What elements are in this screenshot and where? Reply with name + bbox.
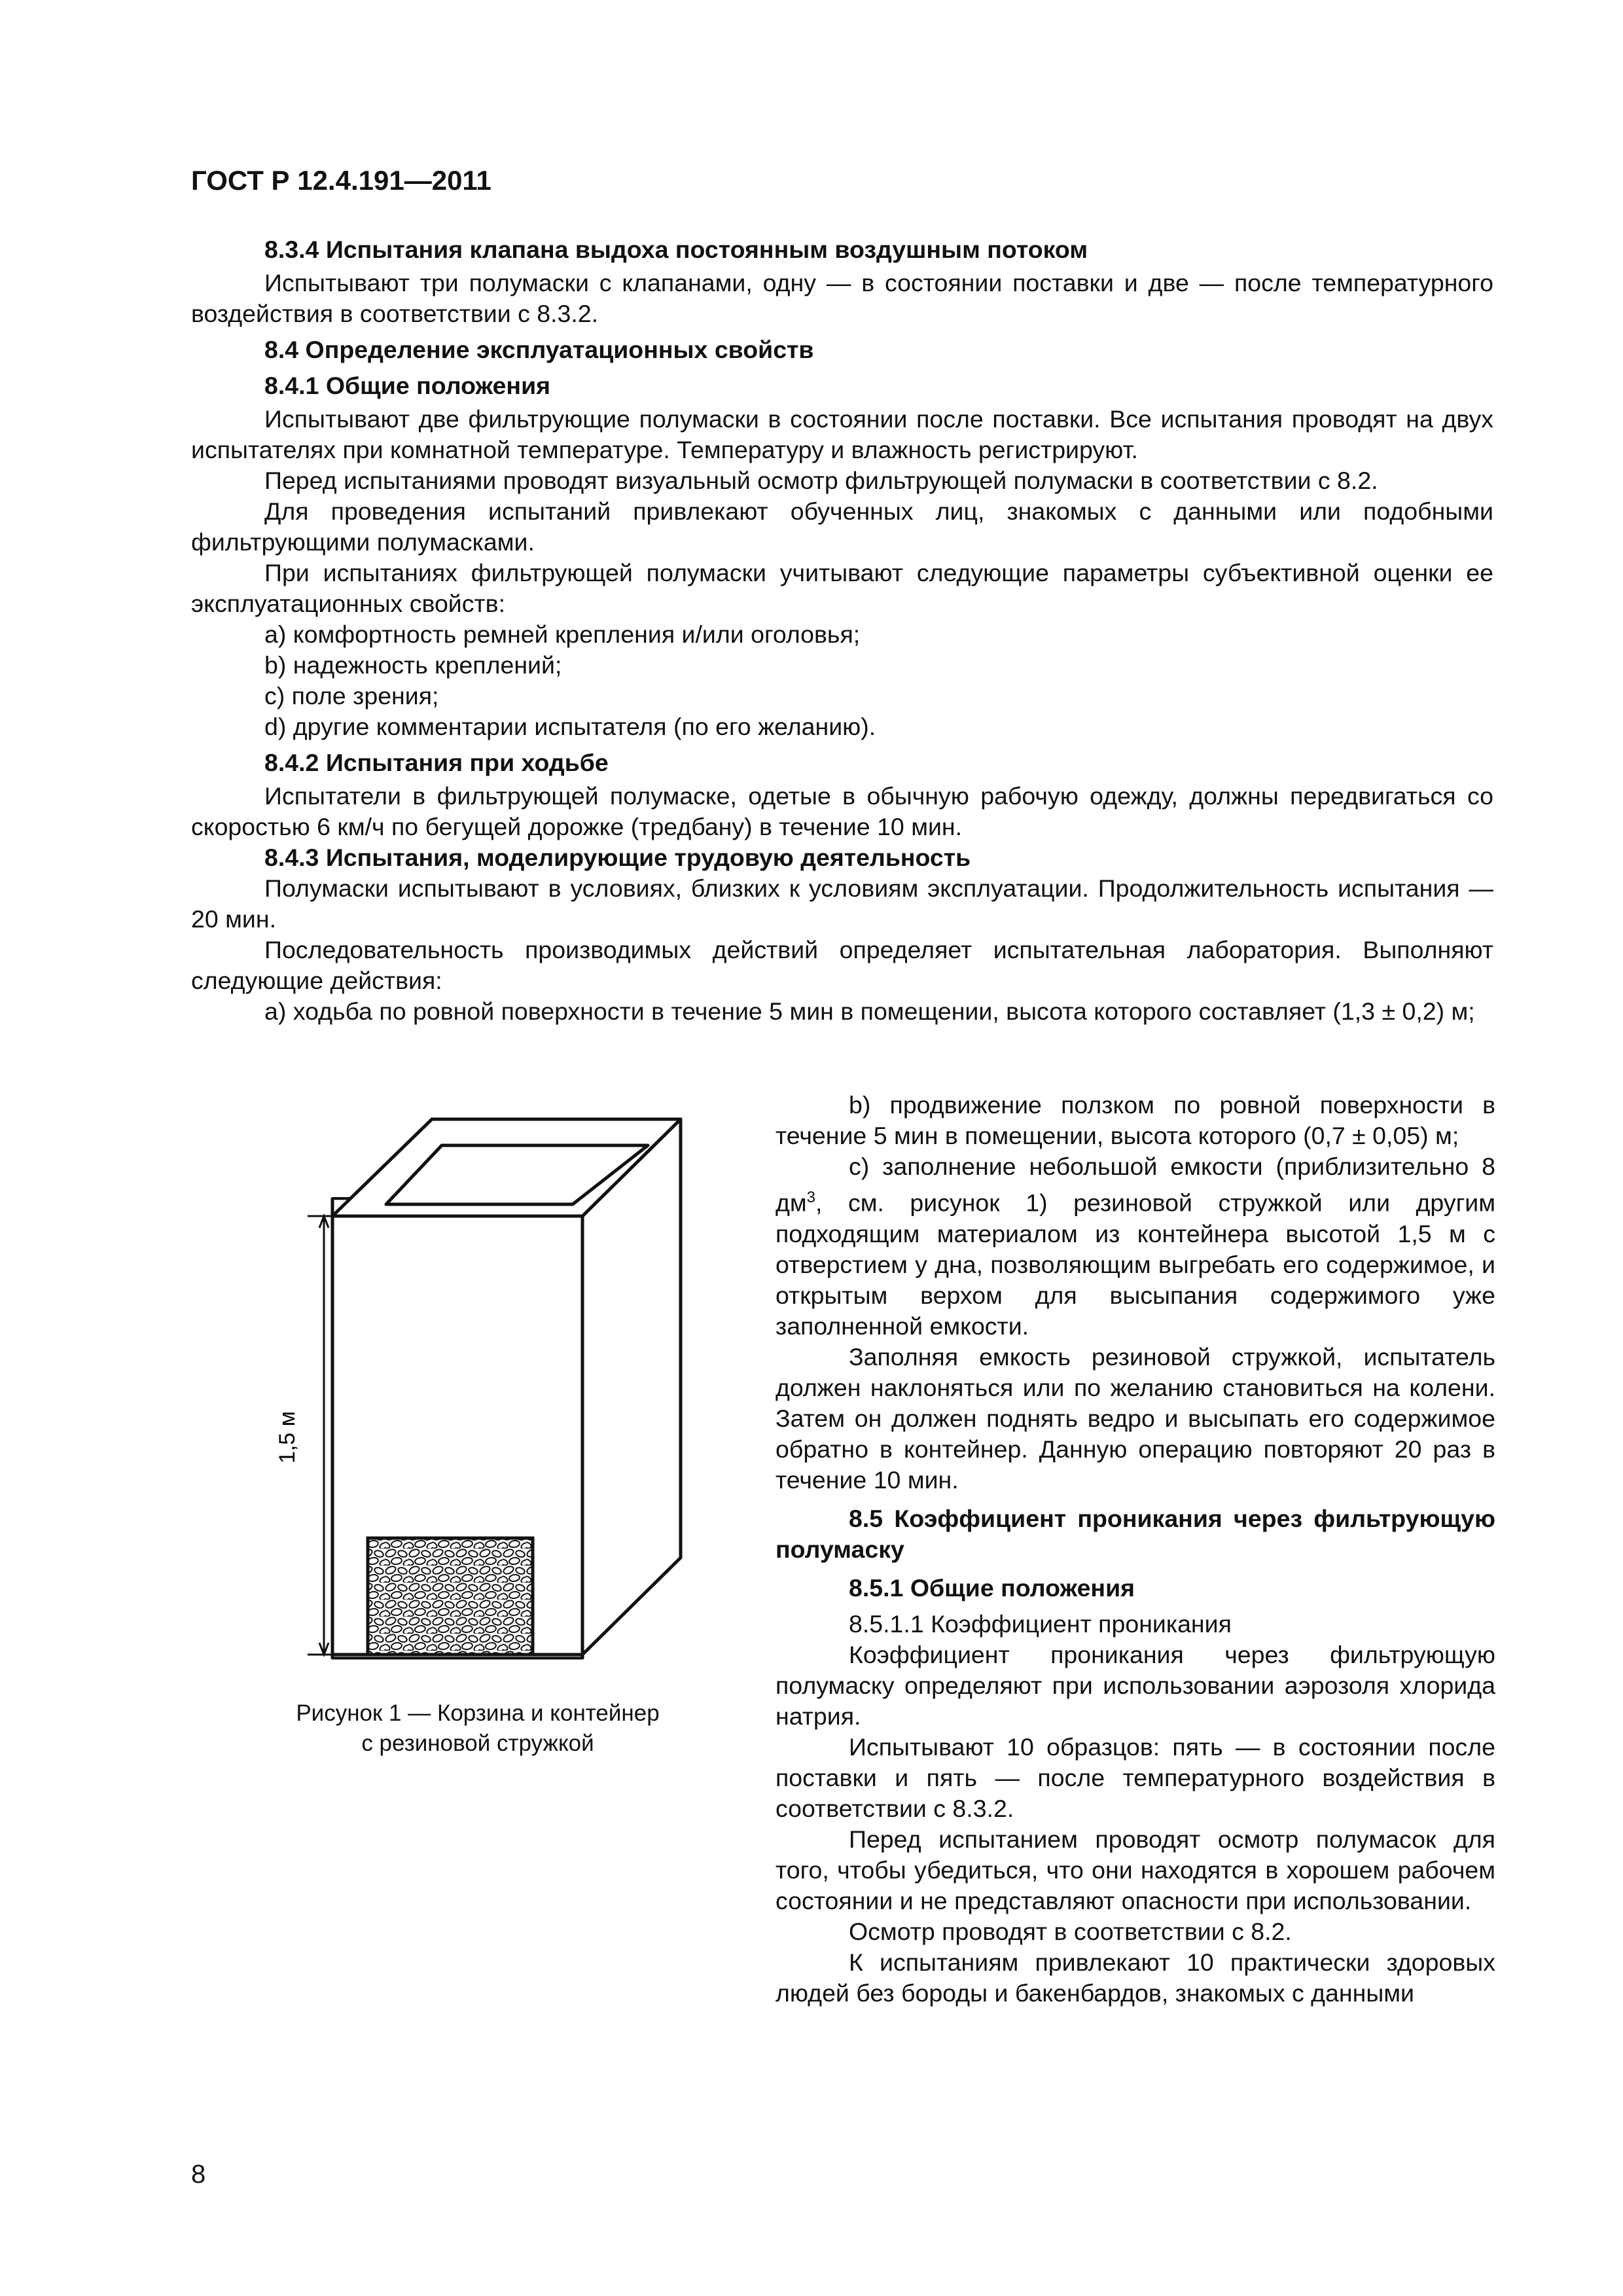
paragraph: Перед испытанием проводят осмотр полумасок для того, чтобы убедиться, что они находятся в хорошем рабочем состоянии и не представляют опасности при использовании. [776, 1825, 1495, 1914]
subheading-8-5-1-1: 8.5.1.1 Коэффициент проникания [849, 1609, 1232, 1638]
heading-8-4-3: 8.4.3 Испытания, моделирующие трудовую деятельность [264, 844, 971, 871]
paragraph: Последовательность производимых действий определяет испытательная лаборатория. Выполняют следующие действия: [191, 936, 1493, 994]
right-text-column [776, 1090, 1495, 2009]
heading-8-5: 8.5 Коэффициент проникания через фильтрующую полумаску [776, 1504, 1495, 1563]
paragraph: Для проведения испытаний привлекают обученных лиц, знакомых с данными или подобными фильтрующими полумасками. [191, 497, 1493, 556]
list-item: d) другие комментарии испытателя (по его желанию). [264, 713, 876, 740]
paragraph: b) продвижение ползком по ровной поверхности в течение 5 мин в помещении, высота которого (0,7 ± 0,05) м; [776, 1091, 1495, 1149]
paragraph [776, 1151, 1495, 1342]
main-text-column [191, 229, 1493, 1027]
caption-line: с резиновой стружкой [361, 1731, 594, 1756]
paragraph: Испытывают две фильтрующие полумаски в состоянии после поставки. Все испытания проводят на двух испытателях при комнатной температуре. Температуру и влажность регистрируют. [191, 405, 1493, 463]
list-item: a) комфортность ремней крепления и/или оголовья; [264, 620, 861, 648]
document-code: ГОСТ Р 12.4.191—2011 [191, 165, 491, 196]
paragraph: Испытывают 10 образцов: пять — в состоянии после поставки и пять — после температурного воздействия в соответствии с 8.3.2. [776, 1732, 1495, 1822]
superscript: 3 [806, 1189, 816, 1206]
dimension-label: 1,5 м [275, 1410, 300, 1464]
paragraph: Коэффициент проникания через фильтрующую полумаску определяют при использовании аэрозоля хлорида натрия. [776, 1640, 1495, 1730]
text-run: с) заполнение небольшой емкости (приблизительно 8 дм [776, 1153, 1495, 1217]
criteria-list [191, 619, 1493, 742]
figure-basket-container [196, 1106, 759, 1662]
paragraph: Осмотр проводят в соответствии с 8.2. [849, 1917, 1292, 1945]
paragraph: а) ходьба по ровной поверхности в течение 5 мин в помещении, высота которого составляет (1,3 ± 0,2) м; [264, 997, 1475, 1025]
page-number: 8 [191, 2160, 206, 2189]
paragraph: При испытаниях фильтрующей полумаски учитывают следующие параметры субъективной оценки ее эксплуатационных свойств: [191, 559, 1493, 617]
paragraph: Испытатели в фильтрующей полумаске, одетые в обычную рабочую одежду, должны передвигаться со скоростью 6 км/ч по бегущей дорожке (тредбану) в течение 10 мин. [191, 782, 1493, 840]
paragraph: Заполняя емкость резиновой стружкой, испытатель должен наклоняться или по желанию становиться на колени. Затем он должен поднять ведро и высыпать его содержимое обратно в контейнер. Данную операцию повторяют 20 раз в течение 10 мин. [776, 1342, 1495, 1494]
heading-8-4-2: 8.4.2 Испытания при ходьбе [264, 749, 609, 776]
list-item: c) поле зрения; [264, 682, 439, 709]
list-item: b) надежность креплений; [264, 651, 562, 679]
paragraph: К испытаниям привлекают 10 практически здоровых людей без бороды и бакенбардов, знакомых с данными [776, 1948, 1495, 2007]
container-illustration [196, 1106, 759, 1662]
figure-caption [196, 1698, 759, 1759]
text-run: , см. рисунок 1) резиновой стружкой или другим подходящим материалом из контейнера высотой 1,5 м с отверстием у дна, позволяющим выгребать его содержимое, и открытым верхом для высыпания содержимого уже заполненной емкости. [776, 1189, 1495, 1340]
caption-line: Рисунок 1 — Корзина и контейнер [296, 1700, 660, 1726]
heading-8-3-4: 8.3.4 Испытания клапана выдоха постоянным воздушным потоком [264, 236, 1088, 263]
paragraph: Полумаски испытывают в условиях, близких к условиям эксплуатации. Продолжительность испытания — 20 мин. [191, 874, 1493, 933]
paragraph: Испытывают три полумаски с клапанами, одну — в состоянии поставки и две — после температурного воздействия в соответствии с 8.3.2. [191, 269, 1493, 327]
heading-8-4: 8.4 Определение эксплуатационных свойств [264, 336, 814, 363]
heading-8-5-1: 8.5.1 Общие положения [849, 1573, 1135, 1602]
heading-8-4-1: 8.4.1 Общие положения [264, 372, 551, 399]
paragraph: Перед испытаниями проводят визуальный осмотр фильтрующей полумаски в соответствии с 8.2. [264, 467, 1378, 494]
